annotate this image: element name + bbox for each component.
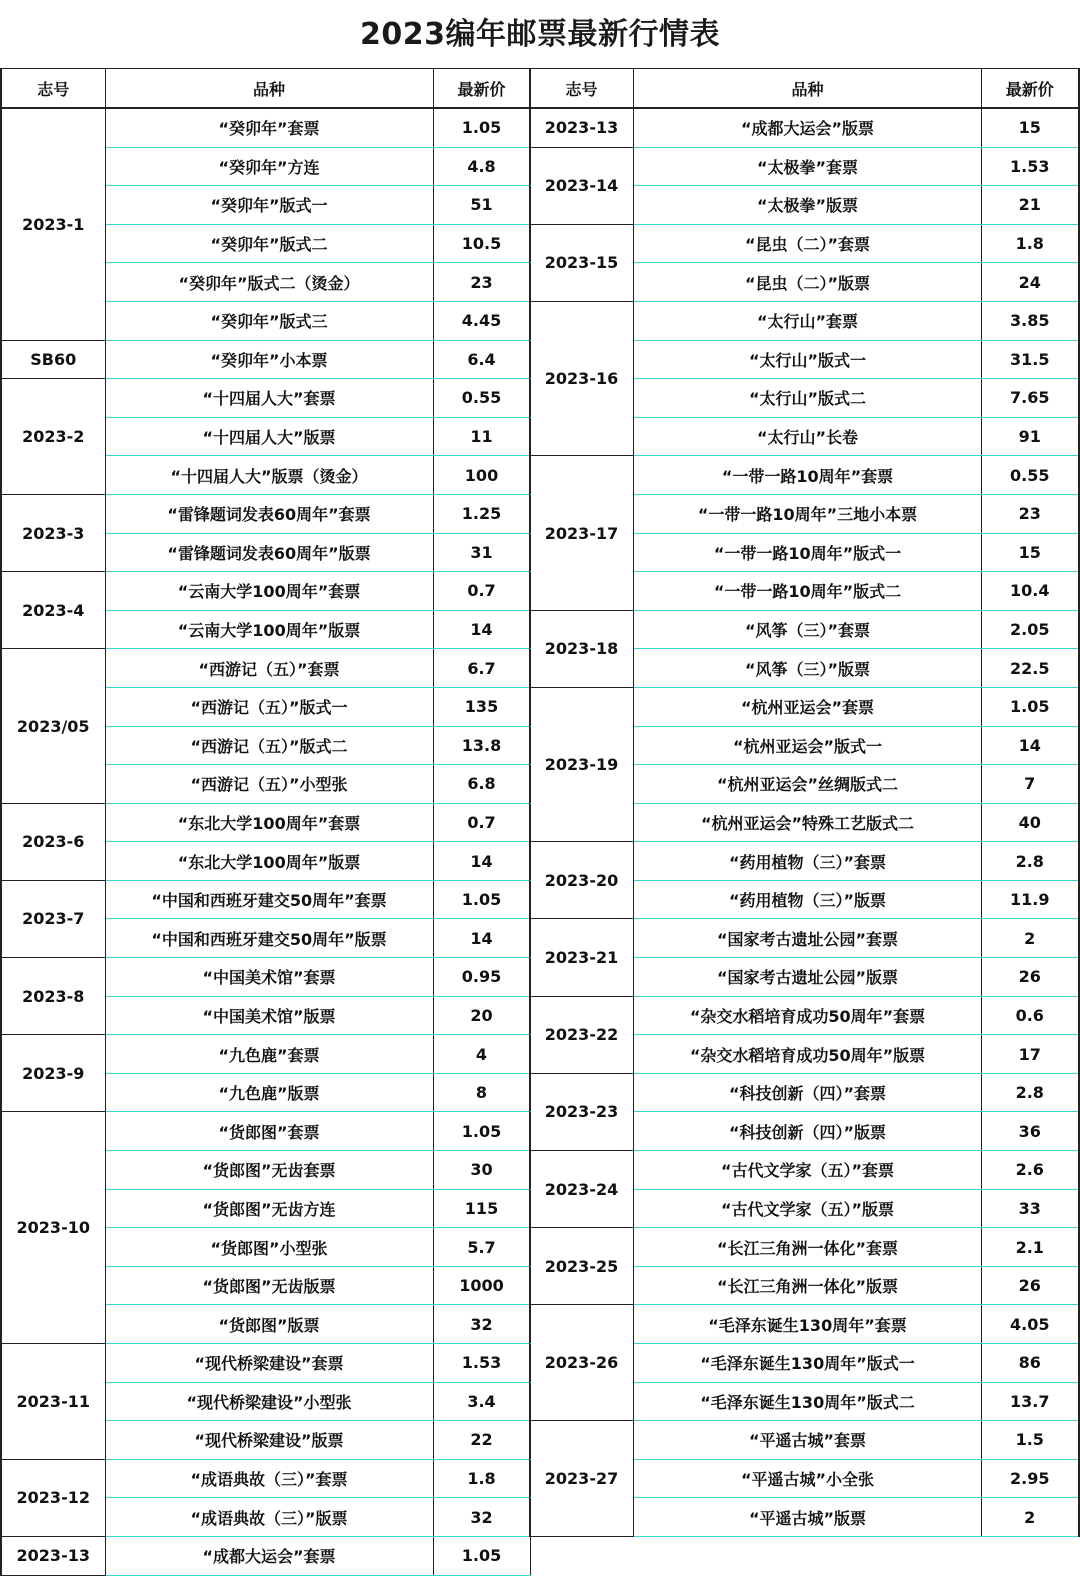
price-cell: 1.05 bbox=[433, 1536, 530, 1575]
table-row bbox=[530, 687, 1079, 726]
price-cell: 24 bbox=[982, 263, 1079, 302]
price-cell: 1.05 bbox=[982, 687, 1079, 726]
table-row bbox=[530, 108, 1079, 147]
price-cell: 6.7 bbox=[433, 649, 530, 688]
header-code: 志号 bbox=[530, 69, 634, 109]
table-row bbox=[530, 1305, 1079, 1344]
price-cell: 86 bbox=[982, 1344, 1079, 1383]
variety-cell: “癸卯年”方连 bbox=[105, 147, 433, 186]
table-row bbox=[530, 1151, 1079, 1190]
price-cell: 0.95 bbox=[433, 958, 530, 997]
price-cell: 91 bbox=[982, 417, 1079, 456]
price-cell: 4.05 bbox=[982, 1305, 1079, 1344]
price-cell: 32 bbox=[433, 1305, 530, 1344]
price-cell: 15 bbox=[982, 108, 1079, 147]
table-row bbox=[530, 456, 1079, 495]
price-cell: 23 bbox=[433, 263, 530, 302]
price-cell: 6.8 bbox=[433, 765, 530, 804]
variety-cell: “癸卯年”套票 bbox=[105, 108, 433, 147]
price-cell: 30 bbox=[433, 1151, 530, 1190]
stamp-price-table-right bbox=[529, 68, 1080, 1537]
price-cell: 11.9 bbox=[982, 880, 1079, 919]
price-cell: 32 bbox=[433, 1498, 530, 1537]
variety-cell: “药用植物（三）”套票 bbox=[634, 842, 982, 881]
issue-code-cell: 2023-13 bbox=[530, 108, 634, 147]
issue-code-cell: 2023-26 bbox=[530, 1305, 634, 1421]
price-cell: 0.7 bbox=[433, 572, 530, 611]
variety-cell: “杭州亚运会”套票 bbox=[634, 687, 982, 726]
table-row bbox=[1, 108, 530, 147]
price-cell: 31.5 bbox=[982, 340, 1079, 379]
table-header-row bbox=[1, 69, 530, 109]
issue-code-cell: 2023-7 bbox=[1, 880, 105, 957]
price-cell: 21 bbox=[982, 186, 1079, 225]
price-cell: 1.05 bbox=[433, 880, 530, 919]
issue-code-cell: 2023-6 bbox=[1, 803, 105, 880]
variety-cell: “十四届人大”套票 bbox=[105, 379, 433, 418]
price-cell: 7.65 bbox=[982, 379, 1079, 418]
price-cell: 1.53 bbox=[433, 1344, 530, 1383]
price-cell: 14 bbox=[433, 842, 530, 881]
variety-cell: “货郎图”版票 bbox=[105, 1305, 433, 1344]
table-row bbox=[530, 996, 1079, 1035]
variety-cell: “古代文学家（五）”套票 bbox=[634, 1151, 982, 1190]
variety-cell: “货郎图”小型张 bbox=[105, 1228, 433, 1267]
price-cell: 100 bbox=[433, 456, 530, 495]
variety-cell: “西游记（五）”套票 bbox=[105, 649, 433, 688]
table-row bbox=[1, 958, 530, 997]
issue-code-cell: 2023-17 bbox=[530, 456, 634, 610]
price-cell: 13.7 bbox=[982, 1382, 1079, 1421]
price-cell: 2 bbox=[982, 919, 1079, 958]
price-cell: 1000 bbox=[433, 1266, 530, 1305]
price-cell: 26 bbox=[982, 958, 1079, 997]
table-row bbox=[530, 919, 1079, 958]
variety-cell: “西游记（五）”小型张 bbox=[105, 765, 433, 804]
variety-cell: “成语典故（三）”版票 bbox=[105, 1498, 433, 1537]
table-row bbox=[1, 1344, 530, 1383]
variety-cell: “昆虫（二）”版票 bbox=[634, 263, 982, 302]
variety-cell: “国家考古遗址公园”套票 bbox=[634, 919, 982, 958]
price-cell: 22 bbox=[433, 1421, 530, 1460]
variety-cell: “癸卯年”版式二 bbox=[105, 224, 433, 263]
variety-cell: “货郎图”套票 bbox=[105, 1112, 433, 1151]
variety-cell: “现代桥梁建设”版票 bbox=[105, 1421, 433, 1460]
table-row bbox=[530, 147, 1079, 186]
stamp-price-table-left bbox=[0, 68, 531, 1576]
issue-code-cell: 2023-15 bbox=[530, 224, 634, 301]
variety-cell: “雷锋题词发表60周年”版票 bbox=[105, 533, 433, 572]
price-cell: 11 bbox=[433, 417, 530, 456]
price-cell: 4.45 bbox=[433, 301, 530, 340]
price-cell: 6.4 bbox=[433, 340, 530, 379]
header-variety: 品种 bbox=[634, 69, 982, 109]
variety-cell: “太行山”版式二 bbox=[634, 379, 982, 418]
price-cell: 2.95 bbox=[982, 1459, 1079, 1498]
variety-cell: “平遥古城”版票 bbox=[634, 1498, 982, 1537]
price-cell: 135 bbox=[433, 687, 530, 726]
table-row bbox=[1, 1536, 530, 1575]
price-cell: 3.4 bbox=[433, 1382, 530, 1421]
issue-code-cell: 2023-3 bbox=[1, 494, 105, 571]
variety-cell: “云南大学100周年”版票 bbox=[105, 610, 433, 649]
variety-cell: “中国和西班牙建交50周年”套票 bbox=[105, 880, 433, 919]
issue-code-cell: 2023-27 bbox=[530, 1421, 634, 1537]
issue-code-cell: 2023-4 bbox=[1, 572, 105, 649]
price-cell: 15 bbox=[982, 533, 1079, 572]
price-cell: 7 bbox=[982, 765, 1079, 804]
issue-code-cell: 2023/05 bbox=[1, 649, 105, 803]
variety-cell: “风筝（三）”套票 bbox=[634, 610, 982, 649]
variety-cell: “平遥古城”套票 bbox=[634, 1421, 982, 1460]
variety-cell: “科技创新（四）”版票 bbox=[634, 1112, 982, 1151]
price-cell: 33 bbox=[982, 1189, 1079, 1228]
variety-cell: “癸卯年”小本票 bbox=[105, 340, 433, 379]
variety-cell: “一带一路10周年”套票 bbox=[634, 456, 982, 495]
issue-code-cell: 2023-23 bbox=[530, 1073, 634, 1150]
table-row bbox=[1, 649, 530, 688]
table-header-row bbox=[530, 69, 1079, 109]
price-cell: 20 bbox=[433, 996, 530, 1035]
variety-cell: “杂交水稻培育成功50周年”版票 bbox=[634, 1035, 982, 1074]
table-row bbox=[1, 494, 530, 533]
table-row bbox=[530, 842, 1079, 881]
table-row bbox=[1, 803, 530, 842]
price-cell: 2.1 bbox=[982, 1228, 1079, 1267]
variety-cell: “十四届人大”版票（烫金） bbox=[105, 456, 433, 495]
page-title: 2023编年邮票最新行情表 bbox=[360, 17, 720, 52]
table-row bbox=[1, 379, 530, 418]
price-cell: 23 bbox=[982, 494, 1079, 533]
variety-cell: “中国美术馆”套票 bbox=[105, 958, 433, 997]
table-row bbox=[530, 1421, 1079, 1460]
table-row bbox=[1, 572, 530, 611]
table-row bbox=[1, 880, 530, 919]
table-row bbox=[1, 1112, 530, 1151]
price-cell: 115 bbox=[433, 1189, 530, 1228]
price-cell: 0.6 bbox=[982, 996, 1079, 1035]
issue-code-cell: 2023-22 bbox=[530, 996, 634, 1073]
variety-cell: “一带一路10周年”版式二 bbox=[634, 572, 982, 611]
variety-cell: “一带一路10周年”版式一 bbox=[634, 533, 982, 572]
price-cell: 2.6 bbox=[982, 1151, 1079, 1190]
price-cell: 2.8 bbox=[982, 1073, 1079, 1112]
issue-code-cell: 2023-24 bbox=[530, 1151, 634, 1228]
variety-cell: “中国美术馆”版票 bbox=[105, 996, 433, 1035]
variety-cell: “太行山”版式一 bbox=[634, 340, 982, 379]
price-cell: 0.55 bbox=[433, 379, 530, 418]
variety-cell: “货郎图”无齿版票 bbox=[105, 1266, 433, 1305]
price-cell: 26 bbox=[982, 1266, 1079, 1305]
variety-cell: “毛泽东诞生130周年”版式一 bbox=[634, 1344, 982, 1383]
issue-code-cell: 2023-12 bbox=[1, 1459, 105, 1536]
variety-cell: “太行山”长卷 bbox=[634, 417, 982, 456]
table-row bbox=[530, 1228, 1079, 1267]
price-cell: 4.8 bbox=[433, 147, 530, 186]
price-cell: 17 bbox=[982, 1035, 1079, 1074]
variety-cell: “长江三角洲一体化”套票 bbox=[634, 1228, 982, 1267]
variety-cell: “云南大学100周年”套票 bbox=[105, 572, 433, 611]
variety-cell: “现代桥梁建设”套票 bbox=[105, 1344, 433, 1383]
variety-cell: “货郎图”无齿套票 bbox=[105, 1151, 433, 1190]
issue-code-cell: 2023-25 bbox=[530, 1228, 634, 1305]
price-cell: 51 bbox=[433, 186, 530, 225]
table-row bbox=[530, 301, 1079, 340]
issue-code-cell: 2023-19 bbox=[530, 687, 634, 841]
variety-cell: “癸卯年”版式三 bbox=[105, 301, 433, 340]
price-cell: 10.4 bbox=[982, 572, 1079, 611]
issue-code-cell: 2023-16 bbox=[530, 301, 634, 455]
issue-code-cell: 2023-9 bbox=[1, 1035, 105, 1112]
variety-cell: “癸卯年”版式二（烫金） bbox=[105, 263, 433, 302]
variety-cell: “杂交水稻培育成功50周年”套票 bbox=[634, 996, 982, 1035]
header-code: 志号 bbox=[1, 69, 105, 109]
issue-code-cell: 2023-8 bbox=[1, 958, 105, 1035]
issue-code-cell: 2023-18 bbox=[530, 610, 634, 687]
price-cell: 14 bbox=[982, 726, 1079, 765]
variety-cell: “九色鹿”版票 bbox=[105, 1073, 433, 1112]
variety-cell: “十四届人大”版票 bbox=[105, 417, 433, 456]
price-cell: 2.05 bbox=[982, 610, 1079, 649]
issue-code-cell: 2023-2 bbox=[1, 379, 105, 495]
price-cell: 14 bbox=[433, 610, 530, 649]
table-row bbox=[1, 1035, 530, 1074]
table-row bbox=[1, 1459, 530, 1498]
variety-cell: “毛泽东诞生130周年”版式二 bbox=[634, 1382, 982, 1421]
price-cell: 22.5 bbox=[982, 649, 1079, 688]
variety-cell: “东北大学100周年”版票 bbox=[105, 842, 433, 881]
variety-cell: “九色鹿”套票 bbox=[105, 1035, 433, 1074]
variety-cell: “长江三角洲一体化”版票 bbox=[634, 1266, 982, 1305]
variety-cell: “癸卯年”版式一 bbox=[105, 186, 433, 225]
price-cell: 31 bbox=[433, 533, 530, 572]
table-row bbox=[1, 340, 530, 379]
variety-cell: “药用植物（三）”版票 bbox=[634, 880, 982, 919]
price-cell: 0.55 bbox=[982, 456, 1079, 495]
variety-cell: “中国和西班牙建交50周年”版票 bbox=[105, 919, 433, 958]
issue-code-cell: 2023-14 bbox=[530, 147, 634, 224]
variety-cell: “杭州亚运会”版式一 bbox=[634, 726, 982, 765]
variety-cell: “国家考古遗址公园”版票 bbox=[634, 958, 982, 997]
variety-cell: “成语典故（三）”套票 bbox=[105, 1459, 433, 1498]
price-cell: 1.53 bbox=[982, 147, 1079, 186]
price-cell: 36 bbox=[982, 1112, 1079, 1151]
header-variety: 品种 bbox=[105, 69, 433, 109]
variety-cell: “科技创新（四）”套票 bbox=[634, 1073, 982, 1112]
variety-cell: “古代文学家（五）”版票 bbox=[634, 1189, 982, 1228]
variety-cell: “太极拳”版票 bbox=[634, 186, 982, 225]
variety-cell: “东北大学100周年”套票 bbox=[105, 803, 433, 842]
price-cell: 1.05 bbox=[433, 108, 530, 147]
issue-code-cell: 2023-20 bbox=[530, 842, 634, 919]
variety-cell: “杭州亚运会”特殊工艺版式二 bbox=[634, 803, 982, 842]
header-price: 最新价 bbox=[982, 69, 1079, 109]
price-cell: 40 bbox=[982, 803, 1079, 842]
price-cell: 2.8 bbox=[982, 842, 1079, 881]
issue-code-cell: 2023-11 bbox=[1, 1344, 105, 1460]
price-cell: 4 bbox=[433, 1035, 530, 1074]
table-row bbox=[530, 1073, 1079, 1112]
price-cell: 8 bbox=[433, 1073, 530, 1112]
table-body-right bbox=[530, 108, 1079, 1536]
price-cell: 1.8 bbox=[982, 224, 1079, 263]
variety-cell: “西游记（五）”版式一 bbox=[105, 687, 433, 726]
price-cell: 14 bbox=[433, 919, 530, 958]
price-cell: 2 bbox=[982, 1498, 1079, 1537]
price-cell: 10.5 bbox=[433, 224, 530, 263]
variety-cell: “雷锋题词发表60周年”套票 bbox=[105, 494, 433, 533]
issue-code-cell: 2023-10 bbox=[1, 1112, 105, 1344]
table-body-left bbox=[1, 108, 530, 1575]
price-cell: 3.85 bbox=[982, 301, 1079, 340]
table-row bbox=[530, 224, 1079, 263]
variety-cell: “杭州亚运会”丝绸版式二 bbox=[634, 765, 982, 804]
price-cell: 1.05 bbox=[433, 1112, 530, 1151]
variety-cell: “风筝（三）”版票 bbox=[634, 649, 982, 688]
price-cell: 5.7 bbox=[433, 1228, 530, 1267]
variety-cell: “西游记（五）”版式二 bbox=[105, 726, 433, 765]
variety-cell: “毛泽东诞生130周年”套票 bbox=[634, 1305, 982, 1344]
variety-cell: “昆虫（二）”套票 bbox=[634, 224, 982, 263]
price-cell: 1.8 bbox=[433, 1459, 530, 1498]
variety-cell: “太行山”套票 bbox=[634, 301, 982, 340]
table-row bbox=[530, 610, 1079, 649]
price-cell: 1.25 bbox=[433, 494, 530, 533]
variety-cell: “成都大运会”套票 bbox=[105, 1536, 433, 1575]
issue-code-cell: 2023-1 bbox=[1, 108, 105, 340]
price-cell: 0.7 bbox=[433, 803, 530, 842]
issue-code-cell: 2023-21 bbox=[530, 919, 634, 996]
variety-cell: “现代桥梁建设”小型张 bbox=[105, 1382, 433, 1421]
price-cell: 1.5 bbox=[982, 1421, 1079, 1460]
header-price: 最新价 bbox=[433, 69, 530, 109]
variety-cell: “平遥古城”小全张 bbox=[634, 1459, 982, 1498]
variety-cell: “太极拳”套票 bbox=[634, 147, 982, 186]
variety-cell: “一带一路10周年”三地小本票 bbox=[634, 494, 982, 533]
price-cell: 13.8 bbox=[433, 726, 530, 765]
variety-cell: “货郎图”无齿方连 bbox=[105, 1189, 433, 1228]
variety-cell: “成都大运会”版票 bbox=[634, 108, 982, 147]
issue-code-cell: SB60 bbox=[1, 340, 105, 379]
issue-code-cell: 2023-13 bbox=[1, 1536, 105, 1575]
